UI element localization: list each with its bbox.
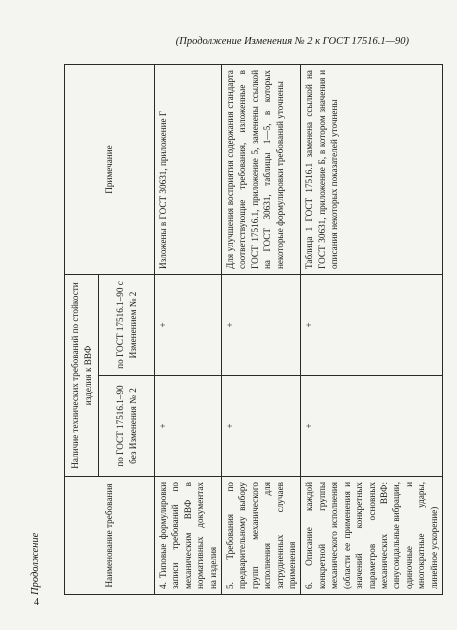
page-header: (Продолжение Изменения № 2 к ГОСТ 17516.1—90) (175, 36, 409, 47)
col-presence-group-header: Наличие технических требований по стойкости изделия к ВВФ (65, 274, 99, 476)
col-note-header: Примечание (65, 64, 155, 274)
cell-presence-old: + (301, 376, 442, 477)
col-presence-old-header: по ГОСТ 17516.1–90 без Изменения № 2 (99, 376, 155, 477)
col-requirement-header: Наименование требования (65, 477, 155, 595)
col-presence-new-header: по ГОСТ 17516.1–90 с Изменением № 2 (99, 274, 155, 375)
cell-presence-old: + (222, 376, 301, 477)
cell-note: Таблица 1 ГОСТ 17516.1 заменена ссылкой на ГОСТ 30631, приложение Б, в котором значения и описания некоторых показателей уточнены (301, 64, 442, 274)
table-row (222, 64, 301, 594)
cell-requirement: 4. Типовые формулировки записи требований по механическим ВВФ в нормативных документах на изделия (155, 477, 222, 595)
cell-presence-new: + (222, 274, 301, 375)
cell-requirement: 5. Требования по предварительному выбору групп механического исполнения для затрудненных случаев применения (222, 477, 301, 595)
cell-requirement: 6. Описание каждой конкретной группы механического исполнения (области ее применения и значений конкретных параметров основных механических ВВФ: синусоидальные вибрации, одиночные и многократные удары, линейное ускорение) (301, 477, 442, 595)
cell-note: Для улучшения восприятия содержания стандарта соответствующие требования, изложенные в ГОСТ 17516.1, приложение 5, заменены ссылкой на ГОСТ 30631, таблицы 1—5, в которых некоторые формулировки требований уточнены (222, 64, 301, 274)
amendment-table (64, 64, 443, 595)
cell-presence-old: + (155, 376, 222, 477)
cell-note: Изложены в ГОСТ 30631, приложение Г (155, 64, 222, 274)
table-row (155, 64, 222, 594)
cell-presence-new: + (155, 274, 222, 375)
cell-presence-new: + (301, 274, 442, 375)
page-number: 4 (34, 597, 39, 608)
continuation-label: Продолжение (30, 532, 41, 595)
table-row (301, 64, 442, 594)
rotated-table-wrapper (64, 65, 439, 595)
